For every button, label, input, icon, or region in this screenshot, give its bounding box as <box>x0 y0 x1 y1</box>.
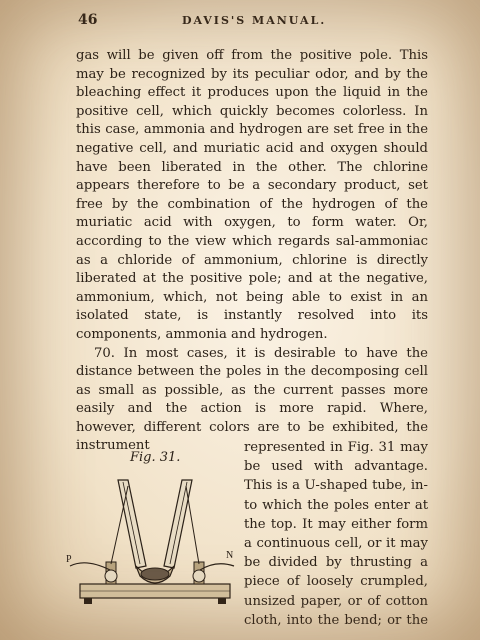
side-line: piece of loosely crumpled, <box>244 574 428 590</box>
label-p: P <box>66 554 72 565</box>
side-line: represented in Fig. 31 may <box>244 440 428 455</box>
side-line: the top. It may either form <box>244 516 428 532</box>
side-line: cloth, into the bend; or the <box>244 612 428 628</box>
page-number: 46 <box>78 12 98 28</box>
side-line: be divided by thrusting a <box>244 555 428 571</box>
paragraph-continued: gas will be given off from the positive pole. This may be recognized by its peculiar odor, and by the bleaching effect it produces upon the liquid in the positive cell, which quickly becomes colorless. In this case, ammonia and hydrogen are set free in the negative cell, and muriatic acid and oxygen should have been liberated in the other. The chlorine appears therefore to be a secondary product, set free by the combination of the hydrogen of the muriatic acid with oxygen, to form water. Or, according to the view which regards sal-ammoniac as a chloride of ammonium, chlorine is directly liberated at the positive pole; and at the negative, ammonium, which, not being able to exist in an isolated state, is instantly resolved into its components, ammonia and hydrogen. <box>76 48 428 342</box>
side-line: This is a U-shaped tube, in- <box>244 478 428 494</box>
paragraph-70: 70. In most cases, it is desirable to have the distance between the poles in the decomposing cell as small as possible, as the current passes more easily and the action is more rapid. Where, however, different colors are to be exhibited, the instrument <box>76 345 428 454</box>
label-n: N <box>226 550 234 561</box>
figure-31 <box>66 448 236 618</box>
side-line: be used with advantage. <box>244 459 428 475</box>
side-text <box>244 438 428 630</box>
wire-positive <box>70 563 110 570</box>
side-line: a continuous cell, or it may <box>244 536 428 552</box>
running-head: DAVIS'S MANUAL. <box>182 14 327 27</box>
base-foot-left <box>84 598 92 604</box>
wire-negative <box>200 564 234 570</box>
electrode-negative <box>186 486 199 564</box>
figure-caption: Fig. 31. <box>130 450 181 465</box>
body-text <box>76 47 428 456</box>
side-line: to which the poles enter at <box>244 497 428 513</box>
u-tube-illustration <box>66 466 236 616</box>
base-foot-right <box>218 598 226 604</box>
side-line: unsized paper, or of cotton <box>244 593 428 609</box>
electrode-positive <box>111 486 128 564</box>
page-header <box>78 12 428 32</box>
tube-clamp <box>141 568 169 580</box>
